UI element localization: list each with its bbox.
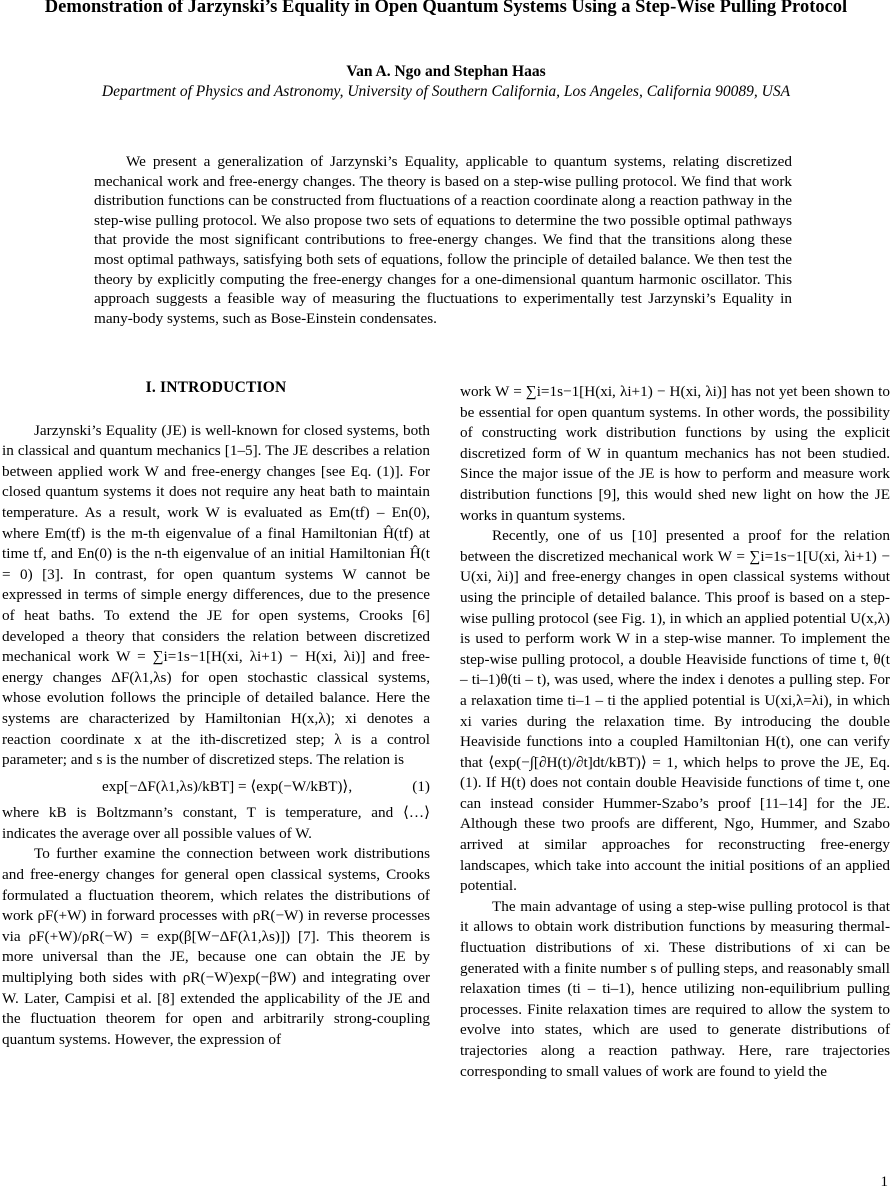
paragraph: To further examine the connection between work distributions and free-energy changes for general open classical systems, Crooks formulated a fluctuation theorem, which relates the distributions of work ρF(+W) in forward processes with ρR(−W) in reverse processes via ρF(+W)/ρR(−W) = exp(β[W−ΔF(λ1,λs)]) [7]. This theorem is more universal than the JE, because one can obtain the JE by multiplying both sides with ρR(−W)exp(−βW) and integrating over W. Later, Campisi et al. [8] extended the applicability of the JE and the fluctuation theorem for open and arbitrarily strong-coupling quantum systems. However, the expression of [2, 845, 430, 1048]
equation-body: exp[−ΔF(λ1,λs)/kBT] = ⟨exp(−W/kBT)⟩, [102, 777, 353, 795]
abstract: We present a generalization of Jarzynski’s Equality, applicable to quantum systems, relating discretized mechanical work and free-energy changes. The theory is based on a step-wise pulling protocol. We find that work distribution functions can be constructed from fluctuations of a reaction coordinate along a reaction pathway in the step-wise pulling protocol. We also propose two sets of equations to determine the two possible optimal pathways that provide the most significant contributions to free-energy changes. We find that the transitions along these most optimal pathways, satisfying both sets of equations, follow the principle of detailed balance. We then test the theory by explicitly computing the free-energy changes for a one-dimensional quantum harmonic oscillator. This approach suggests a feasible way of measuring the fluctuations to experimentally test Jarzynski’s Equality in many-body systems, such as Bose-Einstein condensates. [94, 153, 792, 327]
paragraph: where kB is Boltzmann’s constant, T is temperature, and ⟨…⟩ indicates the average over all possible values of W. [2, 804, 430, 842]
authors: Van A. Ngo and Stephan Haas [346, 63, 546, 80]
paragraph: Jarzynski’s Equality (JE) is well-known for closed systems, both in classical and quantum mechanics [1–5]. The JE describes a relation between applied work W and free-energy changes [see Eq. (1)]. For closed quantum systems it does not require any heat bath to maintain temperature. As a result, work W is evaluated as Em(tf) – En(0), where Em(tf) is the m-th eigenvalue of a final Hamiltonian Ĥ(tf) at time tf, and En(0) is the n-th eigenvalue of an initial Hamiltonian Ĥ(t = 0) [3]. In contrast, for open quantum systems W cannot be expressed in terms of simple energy differences, due to the presence of heat baths. To extend the JE for open systems, Crooks [6] developed a theory that considers the relation between discretized mechanical work W = ∑i=1s−1[H(xi, λi+1) − H(xi, λi)] and free-energy changes ΔF(λ1,λs) for open stochastic classical systems, whose evolution follows the principle of detailed balance. Here the systems are characterized by Hamiltonian H(x,λ); xi denotes a reaction coordinate x at the ith-discretized step; λ is a control parameter; and s is the number of discretized steps. The relation is [2, 421, 430, 769]
paragraph: Recently, one of us [10] presented a proof for the relation between the discretized mechanical work W = ∑i=1s−1[U(xi, λi+1) − U(xi, λi)] and free-energy changes in open classical systems without using the principle of detailed balance. This proof is based on a step-wise pulling protocol (see Fig. 1), in which an applied potential U(x,λ) is used to perform work W in a step-wise manner. To implement the step-wise pulling protocol, a double Heaviside functions of time t, θ(t – ti–1)θ(ti – t), was used, where the index i denotes a pulling step. For a relaxation time ti–1 – ti the applied potential is U(xi,λ=λi), in which xi varies during the relaxation time. By introducing the double Heaviside functions into a coupled Hamiltonian H(t), one can verify that ⟨exp(−∫[∂H(t)/∂t]dt/kBT)⟩ = 1, which helps to prove the JE, Eq. (1). If H(t) does not contain double Heaviside functions of time t, one can instead consider Hummer-Szabo’s proof [11–14] for the JE. Although these two proofs are different, Ngo, Hummer, and Szabo arrived at similar approaches for reconstructing free-energy landscapes, which take into account the initial positions of an applied potential. [460, 527, 890, 895]
paper-title: Demonstration of Jarzynski’s Equality in Open Quantum Systems Using a Step-Wise Pulling Protocol [44, 0, 848, 17]
equation-number: (1) [412, 777, 430, 795]
equation-1 [2, 777, 430, 798]
page-number: 1 [880, 1174, 888, 1190]
right-column [460, 382, 890, 1082]
affiliation: Department of Physics and Astronomy, University of Southern California, Los Angeles, California 90089, USA [101, 83, 791, 100]
section-heading: I. INTRODUCTION [145, 379, 287, 396]
paragraph: work W = ∑i=1s−1[H(xi, λi+1) − H(xi, λi)] has not yet been shown to be essential for open quantum systems. In other words, the possibility of constructing work distribution functions by using the explicit discretized form of W in quantum mechanics has not been studied. Since the major issue of the JE is how to perform and measure work distribution functions [9], this would shed new light on how the JE works in quantum systems. [460, 383, 890, 524]
left-column [2, 378, 430, 1050]
paragraph: The main advantage of using a step-wise pulling protocol is that it allows to obtain work distribution functions by measuring thermal-fluctuation distributions of xi. These distributions of xi can be generated with a finite number s of pulling steps, and reasonably small relaxation times (ti – ti–1), hence utilizing non-equilibrium pulling processes. Finite relaxation times are required to allow the system to evolve into states, which are used to generate distributions of trajectories along a reaction pathway. Here, rare trajectories corresponding to small values of work are found to yield the [460, 897, 890, 1080]
